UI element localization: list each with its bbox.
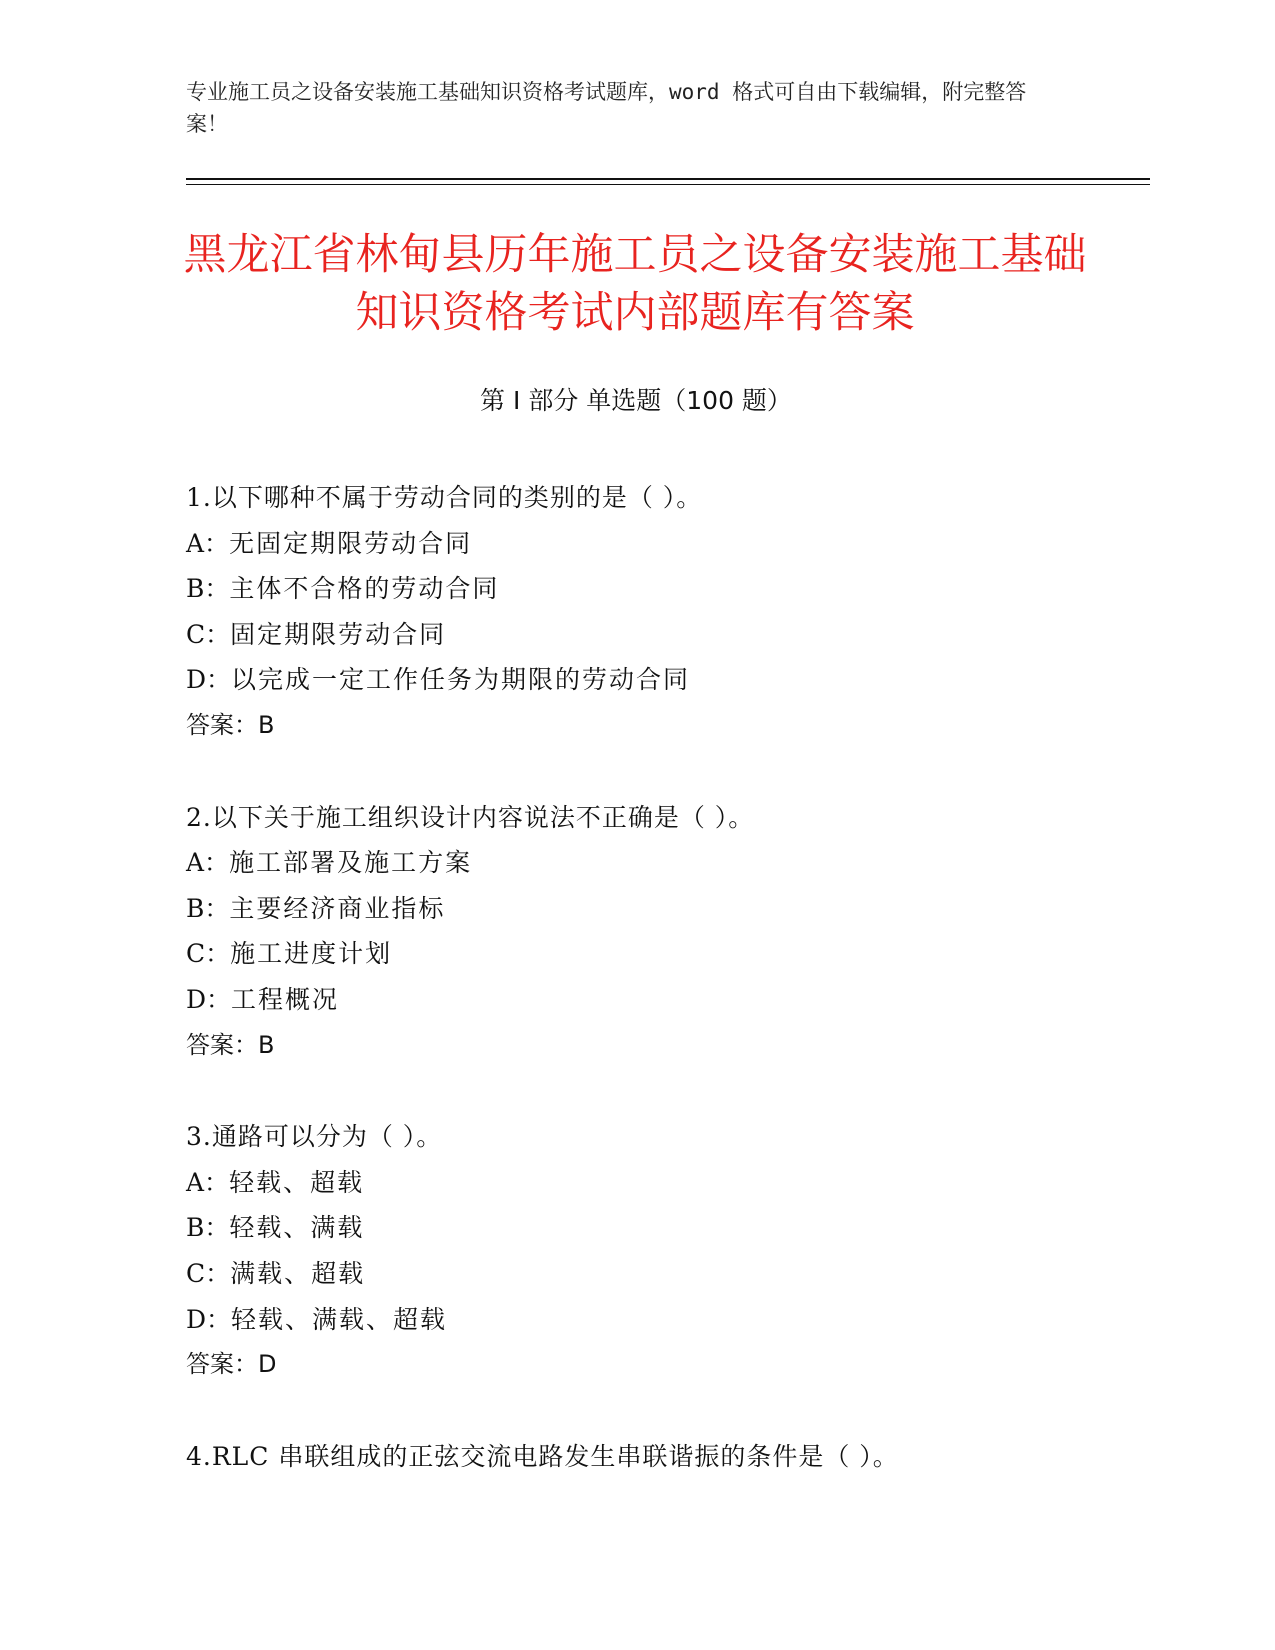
option-text: 施工进度计划 [230,939,393,969]
option-key: C： [186,619,231,649]
question-list [186,475,1150,1525]
section-title: 第 I 部分 单选题（100 题） [480,386,792,415]
option-text: 轻载、满载、超载 [231,1304,448,1334]
option-text: 无固定期限劳动合同 [229,528,473,558]
option-d [186,657,1150,703]
question-3 [186,1114,1150,1388]
question-stem: 4.RLC 串联组成的正弦交流电路发生串联谐振的条件是（ ）。 [186,1441,899,1471]
option-b [186,566,1150,612]
option-text: 轻载、超载 [229,1167,365,1197]
answer-line [186,703,1150,749]
question-stem: 1.以下哪种不属于劳动合同的类别的是（ ）。 [186,483,703,512]
answer-value: D [258,1350,277,1379]
option-a [186,840,1150,886]
option-text: 工程概况 [231,984,340,1014]
option-b [186,886,1150,932]
option-key: C： [186,939,231,969]
header-divider-thin [186,184,1150,185]
answer-value: B [258,1030,275,1059]
option-a [186,1160,1150,1206]
option-c [186,1251,1150,1297]
option-text: 轻载、满载 [229,1213,365,1243]
option-c [186,931,1150,977]
option-text: 主体不合格的劳动合同 [229,574,500,604]
answer-label: 答案： [186,710,258,739]
option-c [186,612,1150,658]
answer-label: 答案： [186,1350,258,1379]
option-text: 以完成一定工作任务为期限的劳动合同 [231,665,691,695]
option-text: 满载、超载 [230,1258,366,1288]
option-d [186,1297,1150,1343]
answer-line [186,1342,1150,1388]
option-key: D： [186,665,232,695]
option-key: A： [186,1167,230,1197]
option-key: D： [186,984,232,1014]
option-d [186,977,1150,1023]
answer-value: B [258,710,275,739]
document-title: 黑龙江省林甸县历年施工员之设备安装施工基础知识资格考试内部题库有答案 [183,230,1087,338]
question-1 [186,475,1150,749]
option-b [186,1205,1150,1251]
answer-label: 答案： [186,1030,258,1059]
answer-line [186,1023,1150,1069]
option-key: B： [186,1213,230,1243]
option-key: B： [186,893,230,923]
option-text: 施工部署及施工方案 [229,848,473,878]
header-note: 专业施工员之设备安装施工基础知识资格考试题库，word 格式可自由下载编辑，附完整答案！ [186,80,1027,136]
option-text: 固定期限劳动合同 [230,619,447,649]
option-key: B： [186,574,230,604]
option-a [186,521,1150,567]
header-divider-thick [186,178,1150,180]
option-text: 主要经济商业指标 [229,893,446,923]
option-key: C： [186,1258,231,1288]
option-key: A： [186,848,230,878]
option-key: D： [186,1304,232,1334]
question-4 [186,1434,1150,1480]
question-stem: 3.通路可以分为（ ）。 [186,1122,443,1152]
question-stem: 2.以下关于施工组织设计内容说法不正确是（ ）。 [186,802,755,832]
option-key: A： [186,528,230,558]
question-2 [186,795,1150,1069]
